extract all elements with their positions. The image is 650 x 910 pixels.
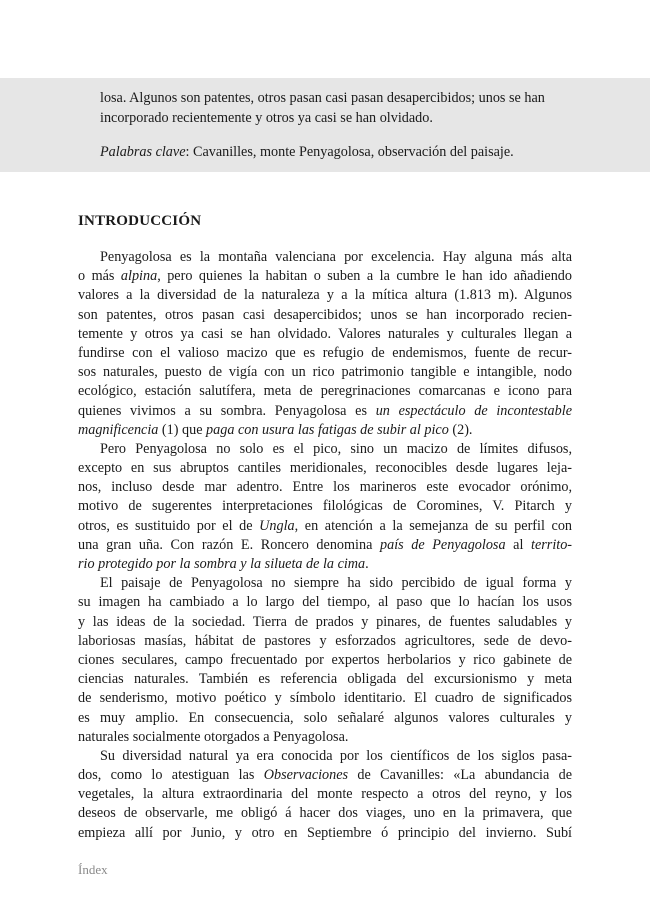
body-text [78, 248, 572, 843]
text-span: su imagen ha cambiado a lo largo del tiempo, al paso que lo hacían los usos [78, 594, 572, 611]
text-line [78, 728, 572, 747]
text-span: Su diversidad natural ya era conocida por los científicos de los siglos pasa- [100, 747, 572, 764]
text-span: (1) que [158, 421, 207, 438]
text-span: laboriosas masías, hábitat de pastores y esforzados agricultores, sede de devo- [78, 632, 572, 649]
text-span: de senderismo, motivo poético y símbolo identitario. El cuadro de significados [78, 690, 572, 707]
text-line [78, 325, 572, 344]
text-line [78, 536, 572, 555]
text-line [78, 709, 572, 728]
abstract-line: losa. Algunos son patentes, otros pasan casi pasan desapercibidos; unos se han [100, 90, 545, 106]
text-span: , pero quienes la habitan o suben a la cumbre le han ido añadiendo [157, 268, 572, 285]
text-line [78, 286, 572, 305]
italic-text: alpina [120, 268, 158, 285]
text-span: valores a la diversidad de la naturaleza y a la mítica altura (1.813 m). Algunos [78, 287, 572, 304]
text-line [78, 593, 572, 612]
text-line [78, 670, 572, 689]
text-line [78, 440, 572, 459]
text-span: dos, como lo atestiguan las [78, 767, 264, 784]
text-span: Pero Penyagolosa no solo es el pico, sino un macizo de límites difusos, [100, 440, 572, 457]
text-span: ecológico, estación salutífera, meta de peregrinaciones comarcanas e icono para [78, 383, 572, 400]
italic-text: paga con usura las fatigas de subir al pico [206, 421, 449, 438]
text-line [78, 766, 572, 785]
text-span: vegetales, la altura extraordinaria del monte respecto a otros del reyno, y los [78, 786, 572, 803]
text-span: de Cavanilles: «La abundancia de [348, 767, 572, 784]
italic-text: Ungla [259, 517, 295, 534]
text-line [78, 459, 572, 478]
text-line [78, 421, 572, 440]
text-span: y las ideas de la sociedad. Tierra de prados y pinares, de fuentes saludables y [78, 613, 572, 630]
abstract-box [0, 78, 650, 172]
text-span: excepto en sus abruptos cantiles meridionales, reconocibles desde lugares leja- [78, 460, 572, 477]
keywords-text: : Cavanilles, monte Penyagolosa, observación del paisaje. [185, 144, 514, 160]
text-line [78, 248, 572, 267]
text-line [78, 613, 572, 632]
text-span: (2). [448, 421, 473, 438]
text-line [78, 363, 572, 382]
keywords-line [100, 142, 514, 162]
text-line [78, 689, 572, 708]
section-heading: INTRODUCCIÓN [78, 213, 202, 229]
text-span: El paisaje de Penyagolosa no siempre ha sido percibido de igual forma y [100, 575, 572, 592]
text-span: una gran uña. Con razón E. Roncero denomina [78, 536, 380, 553]
text-span: otros, es sustituido por el de [78, 517, 260, 534]
italic-text: magnificencia [78, 421, 159, 438]
text-span: naturales socialmente otorgados a Penyagolosa. [78, 728, 349, 745]
text-line [78, 747, 572, 766]
text-line [78, 785, 572, 804]
text-span: temente y otros ya casi se han olvidado. Valores naturales y culturales llegan a [78, 325, 572, 342]
text-line [78, 497, 572, 516]
text-line [78, 804, 572, 823]
text-span: motivo de sugerentes interpretaciones filológicas de Coromines, V. Pitarch y [78, 498, 572, 515]
text-line [78, 306, 572, 325]
text-span: ciencias naturales. También es referencia obligada del excursionismo y meta [78, 671, 572, 688]
text-line [78, 824, 572, 843]
text-line [78, 478, 572, 497]
text-line [78, 382, 572, 401]
abstract-line: incorporado recientemente y otros ya casi se han olvidado. [100, 110, 433, 126]
text-line [78, 517, 572, 536]
italic-text: país de Penyagolosa [380, 536, 506, 553]
text-span: quienes vivimos a su sombra. Penyagolosa es [78, 402, 376, 419]
text-line [78, 632, 572, 651]
text-line [78, 402, 572, 421]
text-line [78, 555, 572, 574]
text-line [78, 267, 572, 286]
text-span: nos, incluso desde mar adentro. Entre los marineros este evocador orónimo, [78, 479, 572, 496]
text-span: ciones seculares, campo frecuentado por expertos herbolarios y rico gabinete de [78, 651, 572, 668]
text-line [78, 574, 572, 593]
text-span: al [505, 536, 532, 553]
text-span: sos naturales, puesto de vigía con un rico patrimonio tangible e intangible, nodo [78, 364, 572, 381]
italic-text: Observaciones [263, 767, 349, 784]
text-span: o más [78, 268, 121, 285]
italic-text: un espectáculo de incontestable [375, 402, 572, 419]
text-span: es muy amplio. En consecuencia, solo señalaré algunos valores culturales y [78, 709, 572, 726]
italic-text: territo- [531, 536, 573, 553]
text-span: empieza allí por Junio, y otro en Septiembre ó principio del invierno. Subí [78, 824, 572, 841]
footer-index-link[interactable]: Índex [78, 862, 108, 877]
italic-text: rio protegido por la sombra y la silueta de la cima [78, 556, 366, 572]
text-span: deseos de observarle, me obligó á hacer dos viages, uno en la primavera, que [78, 805, 572, 822]
text-span: . [365, 556, 369, 572]
keywords-label: Palabras clave [100, 144, 186, 160]
text-span: , en atención a la semejanza de su perfil con [294, 517, 573, 534]
text-line [78, 344, 572, 363]
text-line [78, 651, 572, 670]
text-span: fundirse con el valioso macizo que es refugio de endemismos, fuente de recur- [78, 344, 572, 361]
text-span: son patentes, otros pasan casi desapercibidos; unos se han incorporado recien- [78, 306, 572, 323]
text-span: Penyagolosa es la montaña valenciana por excelencia. Hay alguna más alta [100, 249, 572, 265]
